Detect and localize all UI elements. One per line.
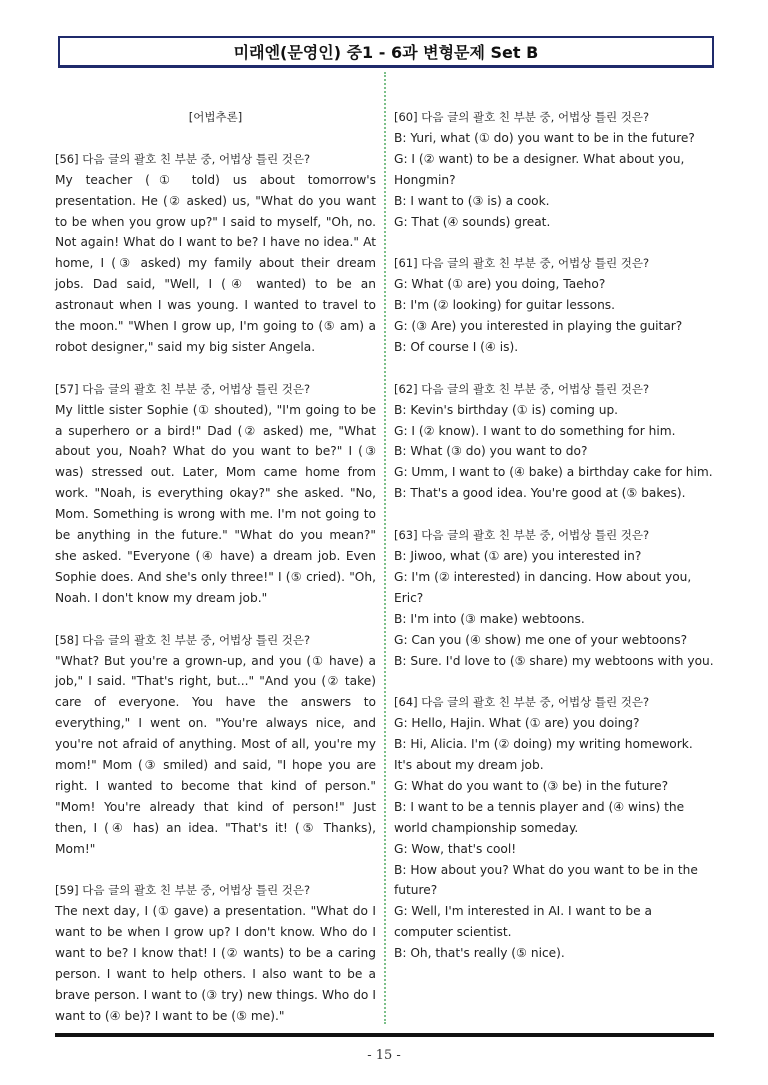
page-title: 미래엔(문영인) 중1 - 6과 변형문제 Set B [233, 43, 539, 62]
dialogue-line: B: Of course I (④ is). [394, 339, 519, 354]
question-56 [55, 149, 376, 358]
dialogue-line: G: I (② want) to be a designer. What about you, Hongmin? [394, 151, 685, 187]
dialogue-line: B: I'm into (③ make) webtoons. [394, 611, 585, 626]
dialogue-line: G: Hello, Hajin. What (① are) you doing? [394, 716, 640, 731]
dialogue-line: G: Umm, I want to (④ bake) a birthday cake for him. [394, 465, 713, 480]
dialogue-line: G: Can you (④ show) me one of your webtoons? [394, 632, 688, 647]
question-title: [60] 다음 글의 괄호 친 부분 중, 어법상 틀린 것은? [394, 110, 650, 124]
dialogue-line: B: I want to be a tennis player and (④ wins) the world championship someday. [394, 799, 685, 835]
dialogue-line: B: I want to (③ is) a cook. [394, 193, 550, 208]
dialogue-line: B: Jiwoo, what (① are) you interested in? [394, 548, 642, 563]
dialogue-line: G: Well, I'm interested in AI. I want to be a computer scientist. [394, 904, 652, 940]
dialogue-line: G: What do you want to (③ be) in the future? [394, 778, 669, 793]
question-60 [394, 107, 714, 232]
dialogue-line: G: I'm (② interested) in dancing. How about you, Eric? [394, 569, 692, 605]
left-column [55, 107, 376, 1048]
question-passage: "What? But you're a grown-up, and you (① have) a job," I said. "That's right, but..." "And you (② take) care of everyone. You have the answers to everything," I went on. "You're always nice, and you're not afraid of anything. Most of all, you're my mom!" Mom (③ smiled) and said, "I hope you are right. I wanted to become that kind of person." "Mom! You're already that kind of person!" Just then, I (④ has) an idea. "That's it! (⑤ Thanks), Mom!" [55, 653, 376, 856]
question-title: [56] 다음 글의 괄호 친 부분 중, 어법상 틀린 것은? [55, 151, 311, 166]
dialogue-line: B: Hi, Alicia. I'm (② doing) my writing homework. It's about my dream job. [394, 737, 693, 773]
question-passage: The next day, I (① gave) a presentation. "What do I want to be when I grow up? I don't know. Who do I want to be? I know that! I (② wants) to be a caring person. I want to help others. I also want to be a brave person. I want to (③ try) new things. Who do I want to (④ be)? I want to be (⑤ me)." [55, 904, 376, 1023]
dialogue-line: B: Kevin's birthday (① is) coming up. [394, 402, 619, 417]
question-59 [55, 880, 376, 1026]
question-passage: My teacher (① told) us about tomorrow's presentation. He (② asked) us, "What do you want to be when you grow up?" I said to myself, "Oh, no. Not again! What do I want to be? I have no idea." At home, I (③ asked) my family about their dream jobs. Dad said, "Well, I (④ wanted) to be an astronaut when I was young. I wanted to travel to the moon." "When I grow up, I'm going to (⑤ am) a robot designer," said my big sister Angela. [55, 172, 376, 354]
dialogue-line: B: I'm (② looking) for guitar lessons. [394, 298, 616, 313]
dialogue-line: B: What (③ do) you want to do? [394, 444, 588, 459]
question-passage: My little sister Sophie (① shouted), "I'm going to be a superhero or a bird!" Dad (② asked) me, "What about you, Noah? What do you want to be?" I (③ was) stressed out. Later, Mom came home from work. "Noah, is everything okay?" she asked. "No, Mom. Something is wrong with me. I'm not going to be anything in the future." "What do you mean?" she asked. "Everyone (④ have) a dream job. Even Sophie does. And she's only three!" I (⑤ cried). "Oh, Noah. I don't know my dream job." [55, 402, 376, 605]
question-title: [64] 다음 글의 괄호 친 부분 중, 어법상 틀린 것은? [394, 695, 650, 710]
dialogue-line: G: Wow, that's cool! [394, 841, 517, 856]
question-title: [61] 다음 글의 괄호 친 부분 중, 어법상 틀린 것은? [394, 256, 650, 271]
question-title: [57] 다음 글의 괄호 친 부분 중, 어법상 틀린 것은? [55, 381, 311, 396]
question-title: [63] 다음 글의 괄호 친 부분 중, 어법상 틀린 것은? [394, 528, 650, 543]
question-62 [394, 379, 714, 504]
question-title: [62] 다음 글의 괄호 친 부분 중, 어법상 틀린 것은? [394, 381, 650, 396]
dialogue-line: B: Yuri, what (① do) you want to be in the future? [394, 130, 695, 145]
footer-rule [55, 1033, 714, 1037]
dialogue-line: B: Sure. I'd love to (⑤ share) my webtoons with you. [394, 653, 714, 668]
dialogue-line: B: How about you? What do you want to be in the future? [394, 862, 698, 898]
section-label: [어법추론] [188, 110, 243, 124]
right-column [394, 107, 714, 985]
question-63 [394, 525, 714, 671]
page-number: - 15 - [367, 1048, 401, 1063]
question-61 [394, 253, 714, 358]
question-58 [55, 630, 376, 860]
question-title: [58] 다음 글의 괄호 친 부분 중, 어법상 틀린 것은? [55, 632, 311, 647]
page-title-box [58, 36, 714, 68]
dialogue-line: B: Oh, that's really (⑤ nice). [394, 946, 565, 961]
column-divider [384, 72, 386, 1024]
dialogue-line: B: That's a good idea. You're good at (⑤ bakes). [394, 486, 686, 501]
dialogue-line: G: That (④ sounds) great. [394, 214, 551, 229]
dialogue-line: G: I (② know). I want to do something for him. [394, 423, 676, 438]
dialogue-line: G: (③ Are) you interested in playing the guitar? [394, 319, 683, 334]
dialogue-line: G: What (① are) you doing, Taeho? [394, 277, 606, 292]
question-title: [59] 다음 글의 괄호 친 부분 중, 어법상 틀린 것은? [55, 883, 311, 898]
question-64 [394, 692, 714, 964]
question-57 [55, 379, 376, 609]
